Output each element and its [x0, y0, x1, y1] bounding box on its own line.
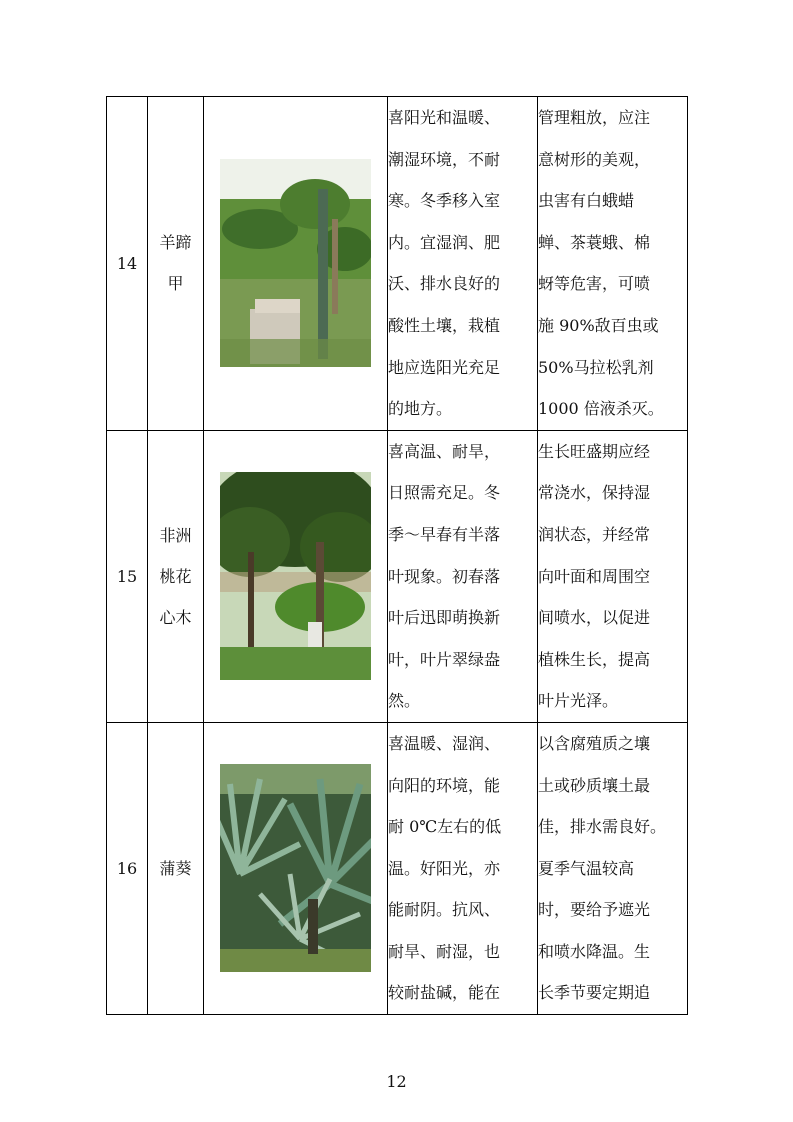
plant-name-line: 甲: [167, 274, 184, 294]
text-line: 叶片光泽。: [538, 691, 619, 711]
text-line: 喜高温、耐旱，: [388, 441, 501, 461]
text-line: 喜阳光和温暖、: [388, 108, 501, 127]
row-number: 14: [107, 97, 148, 431]
plant-name: [148, 430, 204, 722]
text-line: 和喷水降温。生: [538, 941, 651, 961]
text-line: 植株生长，提高: [538, 649, 651, 669]
text-line: 寒。冬季移入室: [388, 191, 501, 211]
plant-name: [148, 722, 204, 1014]
row-number: 16: [107, 722, 148, 1014]
text-line: 常浇水，保持湿: [538, 483, 651, 503]
plant-photo-cell: [204, 430, 388, 722]
text-line: 叶后迅即萌换新: [388, 608, 501, 628]
text-line: 沃、排水良好的: [388, 274, 501, 294]
african-mahogany-tree-photo: [220, 472, 371, 680]
habit-text: [388, 722, 538, 1014]
text-line: 内。宜湿润、肥: [388, 232, 501, 252]
text-line: 耐旱、耐湿，也: [388, 941, 501, 961]
text-line: 日照需充足。冬: [388, 483, 501, 503]
text-line: 叶现象。初春落: [388, 566, 501, 586]
table-row: [107, 722, 688, 1014]
plant-name-line: 心木: [159, 607, 192, 627]
text-line: 向叶面和周围空: [538, 566, 651, 586]
text-line: 的地方。: [388, 399, 453, 419]
plant-name-line: 蒲葵: [159, 858, 192, 878]
text-line: 佳，排水需良好。: [538, 817, 667, 837]
plant-photo-cell: [204, 722, 388, 1014]
goat-hoof-tree-photo: [220, 159, 371, 367]
text-line: 酸性土壤，栽植: [388, 315, 501, 335]
text-line: 能耐阴。抗风、: [388, 900, 501, 920]
habit-text: [388, 97, 538, 431]
plant-name-line: 羊蹄: [159, 233, 192, 253]
text-line: 喜温暖、湿润、: [388, 733, 501, 753]
text-line: 叶，叶片翠绿盎: [388, 649, 501, 669]
text-line: 季～早春有半落: [388, 524, 501, 544]
page-number: 12: [386, 1072, 407, 1091]
table-row: [107, 97, 688, 431]
text-line: 土或砂质壤土最: [538, 775, 651, 795]
text-line: 生长旺盛期应经: [538, 441, 651, 461]
plant-photo-cell: [204, 97, 388, 431]
text-line: 润状态，并经常: [538, 524, 651, 544]
text-line: 蚜等危害，可喷: [538, 274, 651, 294]
plant-name-line: 桃花: [159, 566, 192, 586]
text-line: 1000 倍液杀灭。: [538, 399, 664, 419]
text-line: 地应选阳光充足: [388, 357, 501, 377]
text-line: 虫害有白蛾蜡: [538, 191, 635, 211]
table-row: [107, 430, 688, 722]
text-line: 然。: [388, 691, 421, 711]
text-line: 长季节要定期追: [538, 983, 651, 1003]
care-text: [538, 430, 688, 722]
text-line: 50%马拉松乳剂: [538, 357, 654, 377]
text-line: 以含腐殖质之壤: [538, 733, 651, 753]
text-line: 时，要给予遮光: [538, 900, 651, 920]
text-line: 温。好阳光，亦: [388, 858, 501, 878]
care-text: [538, 97, 688, 431]
text-line: 潮湿环境，不耐: [388, 149, 501, 169]
text-line: 较耐盐碱，能在: [388, 983, 501, 1003]
text-line: 间喷水，以促进: [538, 608, 651, 628]
row-number: 15: [107, 430, 148, 722]
text-line: 耐 0℃左右的低: [388, 817, 502, 837]
fan-palm-photo: [220, 764, 371, 972]
plant-name: [148, 97, 204, 431]
text-line: 管理粗放，应注: [538, 108, 651, 127]
text-line: 施 90%敌百虫或: [538, 315, 659, 335]
plant-table: [106, 96, 688, 1015]
text-line: 夏季气温较高: [538, 858, 635, 878]
care-text: [538, 722, 688, 1014]
plant-name-line: 非洲: [159, 525, 192, 545]
text-line: 向阳的环境，能: [388, 775, 501, 795]
text-line: 蝉、茶蓑蛾、棉: [538, 232, 651, 252]
text-line: 意树形的美观，: [538, 149, 651, 169]
habit-text: [388, 430, 538, 722]
